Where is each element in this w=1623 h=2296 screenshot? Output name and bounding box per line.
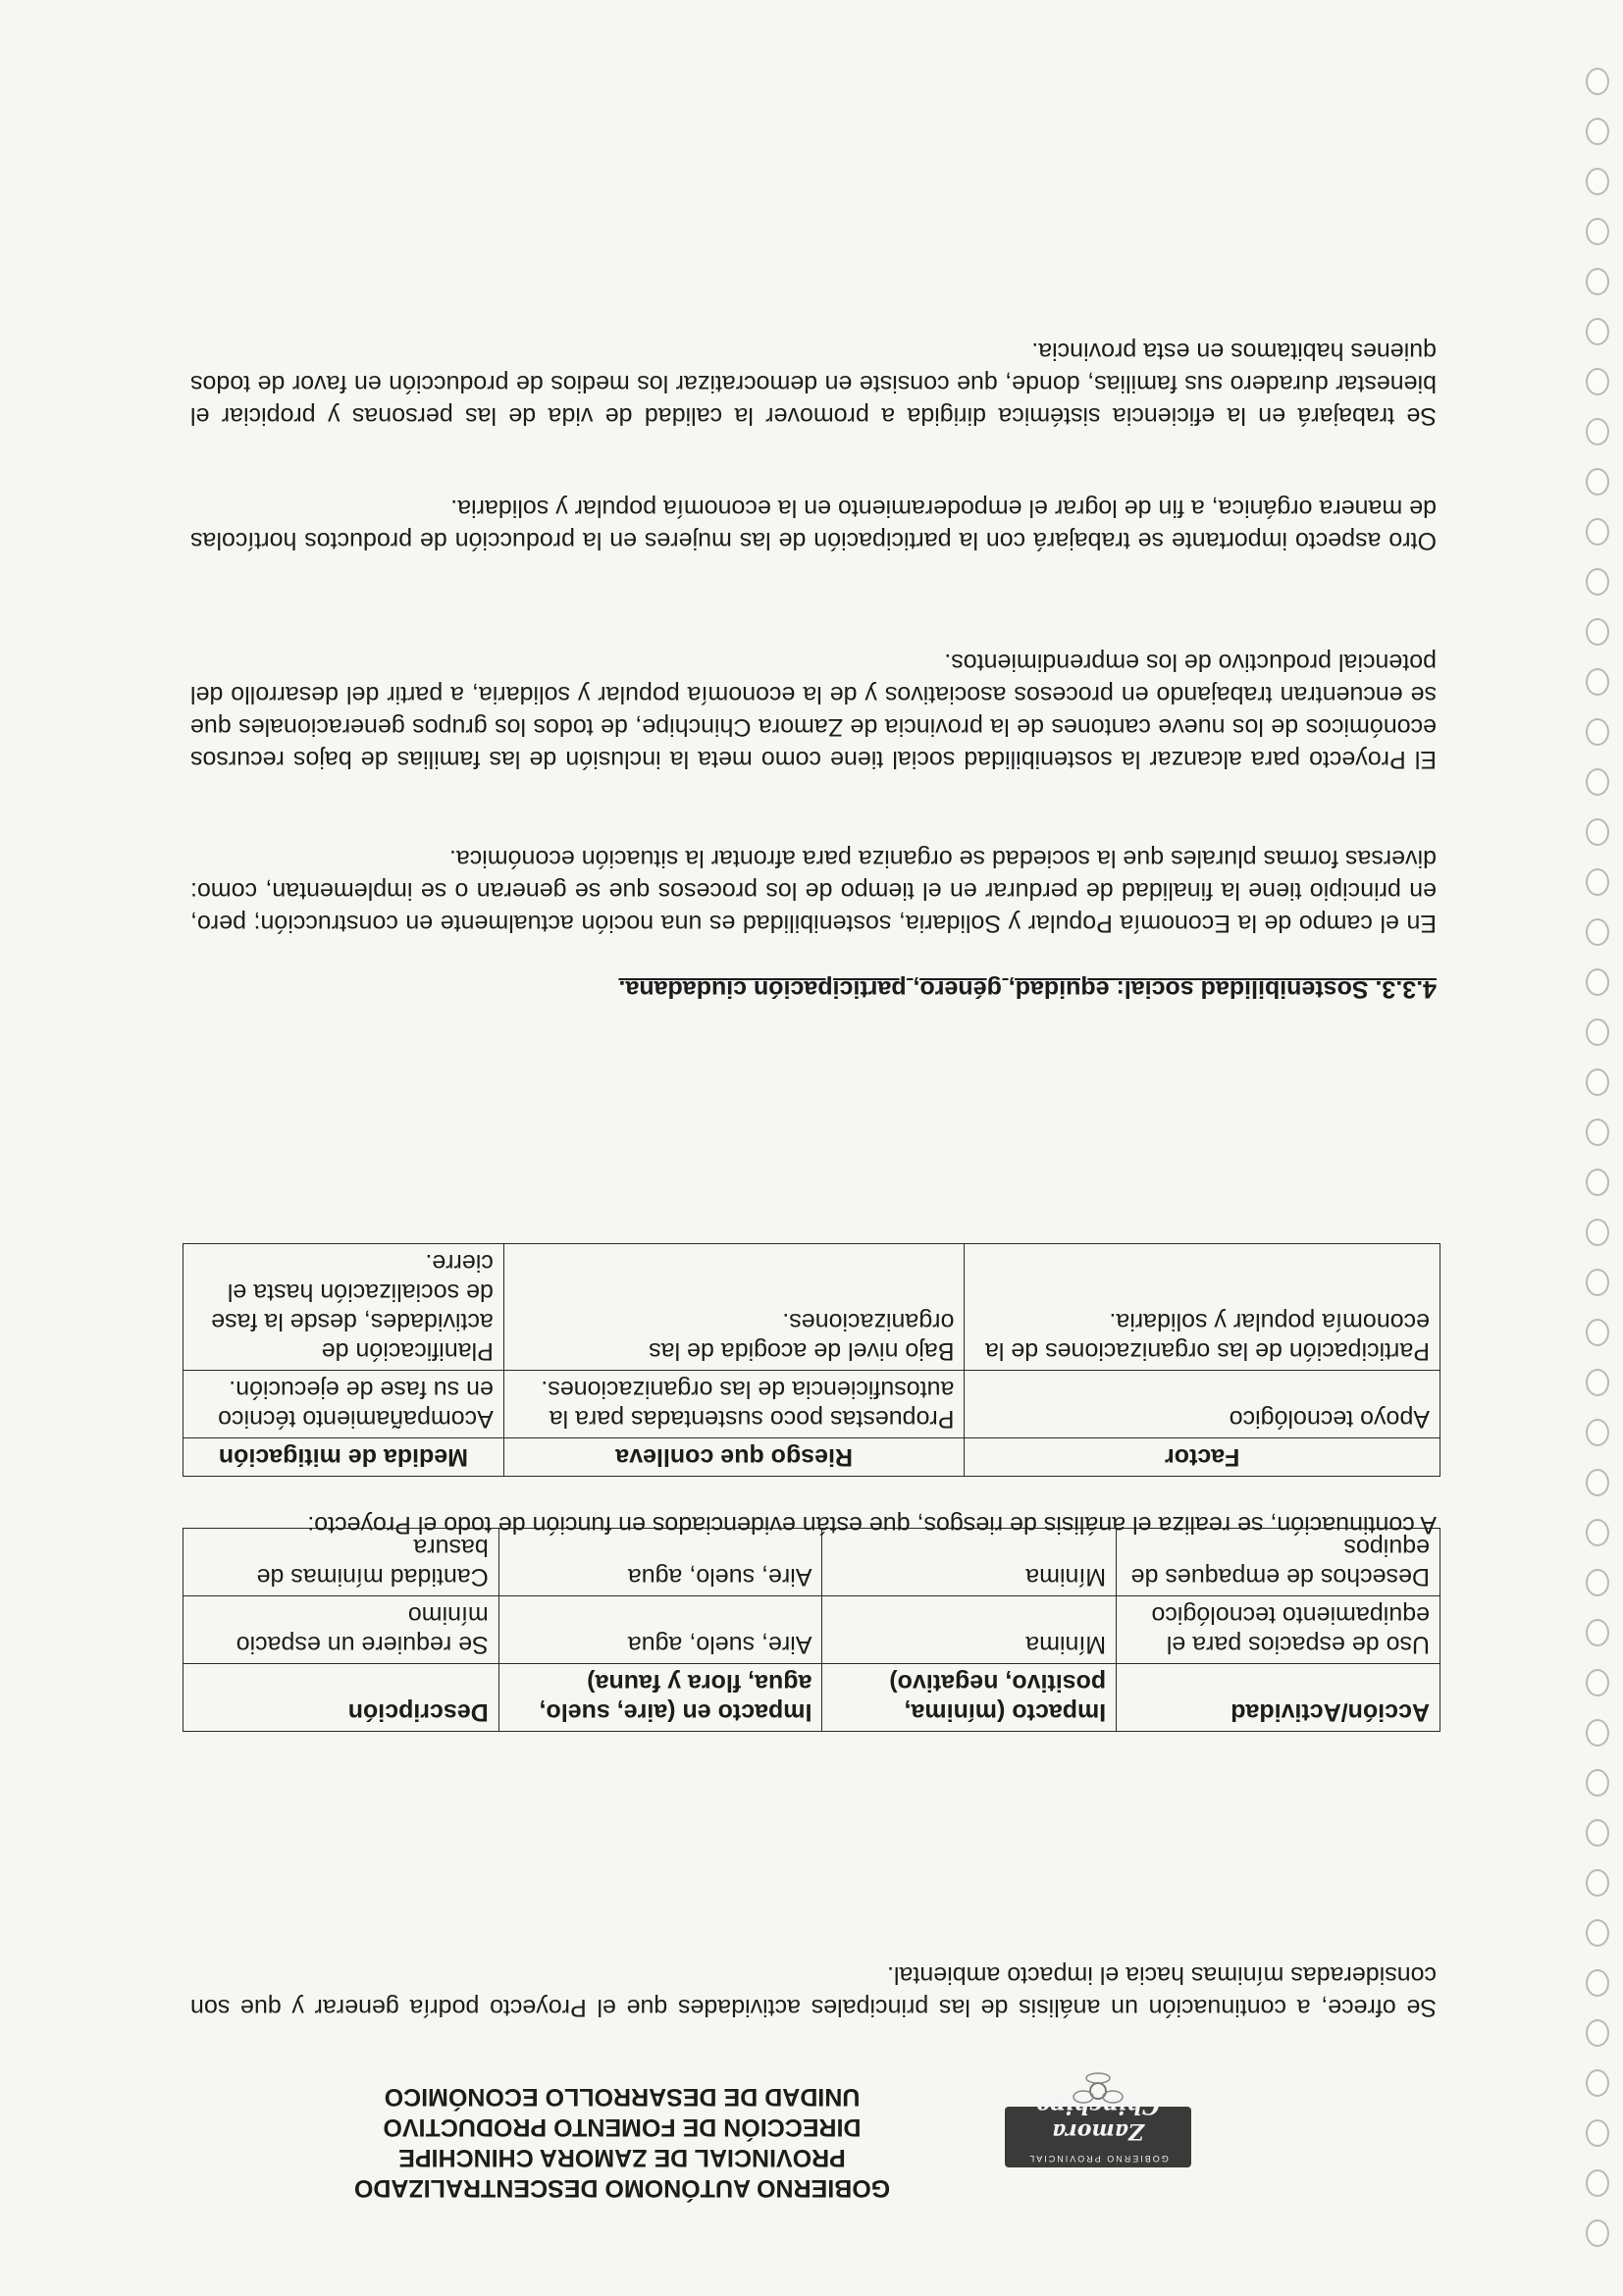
binder-hole [1586, 518, 1609, 546]
table-row [183, 1244, 1440, 1371]
binder-hole [1586, 1219, 1609, 1246]
binder-hole [1586, 2119, 1609, 2147]
binder-hole [1586, 218, 1609, 245]
intro-paragraph: Se ofrece, a continuación un análisis de las principales actividades que el Proyecto podría generar y que son consideradas mínimas hacia el impacto ambiental. [190, 1961, 1437, 2021]
binder-hole [1586, 618, 1609, 646]
binder-hole [1586, 568, 1609, 596]
binder-hole [1586, 2069, 1609, 2097]
body-paragraph-2: El Proyecto para alcanzar la sostenibilidad social tiene como meta la inclusión de las familias de bajos recursos económicos de los nueve cantones de la provincia de Zamora Chinchipe, de todos los grupos generacionales que se encuentran trabajando en procesos asociativos y de la economía popular y solidaria, a partir del desarrollo del potencial productivo de los emprendimientos. [190, 649, 1437, 773]
table-cell: Se requiere un espacio mínimo [183, 1596, 499, 1664]
binder-hole [1586, 1119, 1609, 1146]
risk-table [183, 1243, 1440, 1477]
binder-hole [1586, 1469, 1609, 1496]
table-header-cell: Descripción [183, 1664, 499, 1732]
header-line-2: PROVINCIAL DE ZAMORA CHINCHIPE [398, 2144, 846, 2171]
table-cell: Bajo nivel de acogida de las organizaciones. [503, 1244, 965, 1371]
binder-hole [1586, 1919, 1609, 1947]
binder-hole [1586, 1319, 1609, 1346]
table-header-cell: Medida de mitigación [183, 1438, 504, 1477]
binder-hole [1586, 818, 1609, 846]
binder-hole [1586, 2019, 1609, 2047]
table-cell: Mínima [822, 1596, 1117, 1664]
impact-table [183, 1528, 1440, 1732]
section-heading: 4.3.3. Sostenibilidad social: equidad, género, participación ciudadana. [618, 975, 1437, 1003]
table-cell: Participación de las organizaciones de la economía popular y solidaria. [965, 1244, 1440, 1371]
table-header-cell: Factor [965, 1438, 1440, 1477]
binder-hole [1586, 2219, 1609, 2247]
binder-hole [1586, 668, 1609, 696]
table-cell: Planificación de actividades, desde la fase de socialización hasta el cierre. [183, 1244, 504, 1371]
binder-hole [1586, 1769, 1609, 1797]
table-row [183, 1371, 1440, 1438]
binder-hole [1586, 318, 1609, 345]
table-cell: Propuestas poco sustentadas para la autosuficiencia de las organizaciones. [503, 1371, 965, 1438]
binder-hole [1586, 68, 1609, 95]
binder-hole [1586, 1819, 1609, 1847]
binder-hole [1586, 118, 1609, 145]
header-line-1: GOBIERNO AUTÓNOMO DESCENTRALIZADO [353, 2174, 891, 2202]
binder-hole [1586, 868, 1609, 896]
header-line-4: UNIDAD DE DESARROLLO ECONÓMICO [384, 2083, 861, 2111]
body-paragraph-4: Se trabajará en la eficiencia sistémica dirigida a promover la calidad de vida de las personas y propiciar el bienestar duradero sus familias, donde, que consiste en democratizar los medios de producción en favor de todos quienes habitamos en esta provincia. [190, 338, 1437, 430]
table-cell: Desechos de empaques de equipos [1117, 1529, 1440, 1596]
table-row [183, 1596, 1440, 1664]
binder-hole [1586, 1369, 1609, 1396]
institution-name [279, 2081, 966, 2203]
table-cell: Acompañamiento técnico en su fase de ejecución. [183, 1371, 504, 1438]
binder-hole [1586, 1519, 1609, 1546]
binder-hole [1586, 1069, 1609, 1096]
binder-hole [1586, 718, 1609, 746]
body-paragraph-3: Otro aspecto importante se trabajará con la participación de las mujeres en la producción de productos hortícolas de manera orgánica, a fin de lograr el empoderamiento en la economía popular y solidaria. [190, 495, 1437, 554]
logo-caption: GOBIERNO PROVINCIAL [1027, 2154, 1169, 2164]
binder-hole [1586, 1969, 1609, 1997]
table-header-cell: Impacto en (aire, suelo, agua, flora y fauna) [498, 1664, 822, 1732]
table-header-row [183, 1664, 1440, 1732]
binder-hole [1586, 2169, 1609, 2197]
logo-title: Zamora Chinchipe [1036, 2093, 1160, 2144]
binder-hole [1586, 1719, 1609, 1747]
binder-hole [1586, 1669, 1609, 1696]
table-cell: Mínima [822, 1529, 1117, 1596]
binder-hole [1586, 1569, 1609, 1596]
table-cell: Apoyo tecnológico [965, 1371, 1440, 1438]
binder-hole [1586, 768, 1609, 796]
provincial-logo [995, 2070, 1191, 2203]
table-cell: Uso de espacios para el equipamiento tecnológico [1117, 1596, 1440, 1664]
binding-holes [1576, 29, 1615, 2247]
binder-hole [1586, 1619, 1609, 1646]
table-header-cell: Acción/Actividad [1117, 1664, 1440, 1732]
binder-hole [1586, 468, 1609, 496]
binder-hole [1586, 1419, 1609, 1446]
binder-hole [1586, 1869, 1609, 1897]
binder-hole [1586, 918, 1609, 946]
header-line-3: DIRECCIÓN DE FOMENTO PRODUCTIVO [383, 2113, 862, 2141]
body-paragraph-1: En el campo de la Economía Popular y Solidaria, sostenibilidad es una noción actualmente en construcción; pero, en principio tiene la finalidad de perdurar en el tiempo de los procesos que se generan o se implementan, como: diversas formas plurales que la sociedad se organiza para afrontar la situación económica. [190, 845, 1437, 937]
table-cell: Aire, suelo, agua [498, 1596, 822, 1664]
table-cell: Cantidad mínimas de basura [183, 1529, 499, 1596]
table-cell: Aire, suelo, agua [498, 1529, 822, 1596]
binder-hole [1586, 1169, 1609, 1196]
table-header-cell: Impacto (mínima, positivo, negativo) [822, 1664, 1117, 1732]
binder-hole [1586, 418, 1609, 445]
binder-hole [1586, 168, 1609, 195]
binder-hole [1586, 1269, 1609, 1296]
document-header [112, 2065, 1191, 2203]
logo-plate [1005, 2093, 1191, 2167]
binder-hole [1586, 968, 1609, 996]
table-header-cell: Riesgo que conlleva [503, 1438, 965, 1477]
binder-hole [1586, 1018, 1609, 1046]
risk-intro-paragraph: A continuación, se realiza el análisis de riesgos, que están evidenciados en función de todo el Proyecto: [307, 1511, 1437, 1539]
table-header-row [183, 1438, 1440, 1477]
flower-icon [1064, 2071, 1132, 2111]
binder-hole [1586, 268, 1609, 295]
binder-hole [1586, 368, 1609, 395]
